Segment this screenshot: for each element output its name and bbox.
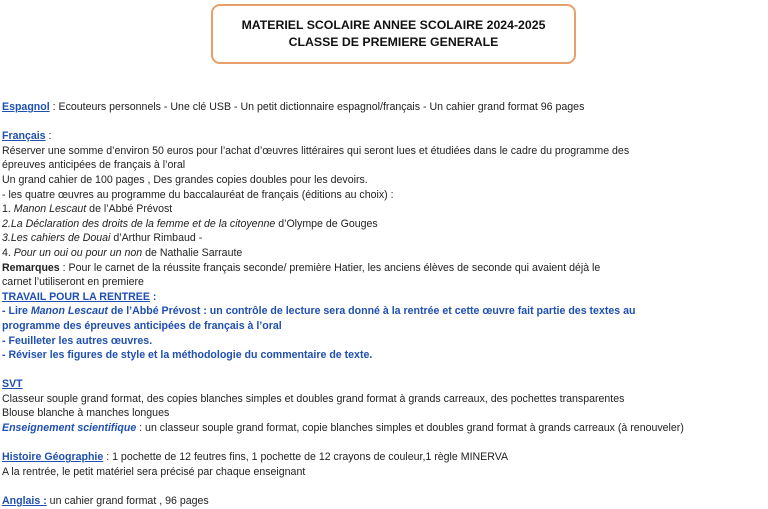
travail-1-text: de l’Abbé Prévost : un contrôle de lecture sera donné à la rentrée et cette œuvre fait partie des textes au programme des épreuves anticipées de français à l’oral — [2, 305, 636, 332]
work-number: 2. — [2, 217, 11, 230]
histoire-text: : 1 pochette de 12 feutres fins, 1 pochette de 12 crayons de couleur,1 règle MINERVA — [103, 451, 509, 464]
work-item — [2, 202, 764, 217]
francais-heading-line — [2, 129, 764, 144]
spacer — [2, 363, 764, 378]
work-author: d’Olympe de Gouges — [275, 217, 378, 230]
espagnol-text: : Ecouteurs personnels - Une clé USB - Un petit dictionnaire espagnol/français - Un cahier grand format 96 pages — [49, 101, 585, 113]
anglais-heading: Anglais : — [2, 495, 47, 508]
svt-line-2: Blouse blanche à manches longues — [2, 407, 170, 420]
remarques-label: Remarques — [2, 261, 60, 274]
svt-heading: SVT — [2, 378, 23, 391]
work-title: Manon Lescaut — [13, 203, 87, 216]
travail-item-2: - Feuilleter les autres œuvres. — [2, 334, 153, 347]
francais-colon: : — [45, 130, 52, 143]
enseignement-label: Enseignement scientifique — [2, 422, 137, 435]
work-item — [2, 231, 764, 246]
francais-line-1: Réserver une somme d’environ 50 euros pour l’achat d’œuvres littéraires qui seront lues et étudiées dans le cadre du programme des épreuves anticipées de français à l’oral — [2, 144, 630, 172]
histoire-line — [2, 450, 764, 465]
svt-line-1: Classeur souple grand format, des copies blanches simples et doubles grand format à grands carreaux, des pochettes transparentes — [2, 392, 625, 405]
work-author: de l’Abbé Prévost — [86, 203, 173, 216]
work-number: 3. — [2, 232, 11, 245]
work-item — [2, 246, 764, 261]
spacer — [2, 115, 764, 130]
work-title: Les cahiers de Douai — [10, 232, 111, 245]
enseignement-text: : un classeur souple grand format, copie blanches simples et doubles grand format à grands carreaux (à renouveler) — [136, 422, 684, 435]
francais-line-3: - les quatre œuvres au programme du baccalauréat de français (éditions au choix) : — [2, 188, 394, 201]
remarques-text: : Pour le carnet de la réussite français seconde/ première Hatier, les anciens élèves de seconde qui avaient déjà le carnet l’utiliseront en premiere — [2, 261, 601, 289]
travail-1-prefix: - Lire — [2, 305, 31, 318]
travail-heading: TRAVAIL POUR LA RENTREE — [2, 290, 150, 303]
travail-heading-line — [2, 290, 764, 305]
svt-heading-line — [2, 377, 764, 392]
spacer — [2, 479, 764, 494]
spacer — [2, 436, 764, 451]
title-line-1: MATERIEL SCOLAIRE ANNEE SCOLAIRE 2024-2025 — [241, 18, 546, 32]
work-number: 1. — [2, 203, 14, 216]
title-line-2: CLASSE DE PREMIERE GENERALE — [288, 35, 499, 49]
travail-item-3: - Réviser les figures de style et la méthodologie du commentaire de texte. — [2, 349, 373, 362]
work-item — [2, 217, 764, 232]
travail-1-title: Manon Lescaut — [30, 305, 108, 318]
work-title: La Déclaration des droits de la femme et de la citoyenne — [10, 217, 276, 230]
work-number: 4. — [2, 246, 14, 259]
francais-line-2: Un grand cahier de 100 pages , Des grandes copies doubles pour les devoirs. — [2, 173, 368, 186]
title-box — [211, 4, 576, 64]
histoire-line-2: A la rentrée, le petit matériel sera précisé par chaque enseignant — [2, 465, 306, 478]
espagnol-heading: Espagnol — [2, 101, 50, 113]
anglais-line — [2, 494, 764, 509]
histoire-heading: Histoire Géographie — [2, 451, 104, 464]
enseignement-line — [2, 421, 764, 436]
travail-item-1 — [2, 304, 682, 333]
work-author: d’Arthur Rimbaud - — [110, 232, 203, 245]
work-author: de Nathalie Sarraute — [142, 246, 243, 259]
document-body — [2, 100, 764, 509]
espagnol-line — [2, 100, 764, 115]
work-title: Pour un oui ou pour un non — [13, 246, 143, 259]
anglais-text: un cahier grand format , 96 pages — [46, 495, 209, 508]
francais-heading: Français — [2, 130, 46, 143]
remarques-line — [2, 261, 612, 290]
travail-colon: : — [149, 290, 157, 303]
